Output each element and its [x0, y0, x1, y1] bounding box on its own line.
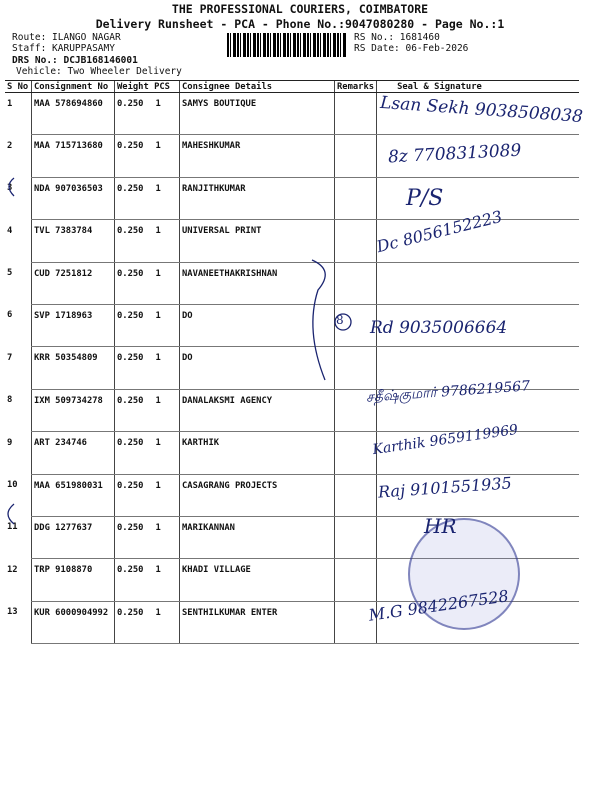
rs-number: RS No.: 1681460: [354, 32, 440, 43]
sno: 11: [7, 522, 18, 533]
weight-pcs: [115, 177, 180, 219]
signature-9: Karthik 9659119969: [371, 421, 520, 459]
consignment-no: TRP 9108870: [32, 559, 115, 601]
consignment-no: IXM 509734278: [32, 389, 115, 431]
pcs: 1: [155, 310, 161, 321]
pcs: 1: [155, 141, 161, 152]
weight-pcs: [115, 559, 180, 601]
weight-pcs: [115, 135, 180, 177]
pcs: 1: [155, 226, 161, 237]
signature-1: Lsan Sekh 9038508038: [379, 92, 584, 128]
pcs: 1: [155, 353, 161, 364]
col-consignee: Consignee Details: [180, 81, 335, 93]
consignee: MAHESHKUMAR: [180, 135, 335, 177]
weight-pcs: [115, 347, 180, 389]
weight-pcs: [115, 601, 180, 643]
weight: 0.250: [117, 565, 144, 576]
pcs: 1: [155, 438, 161, 449]
signature-2: 8z 7708313089: [387, 140, 522, 168]
col-remarks: Remarks: [335, 81, 377, 93]
weight-pcs: [115, 474, 180, 516]
consignment-no: KRR 50354809: [32, 347, 115, 389]
consignment-no: MAA 715713680: [32, 135, 115, 177]
vehicle: Vehicle: Two Wheeler Delivery: [16, 66, 182, 77]
sno: 8: [7, 395, 13, 406]
weight: 0.250: [117, 395, 144, 406]
sno: 12: [7, 564, 18, 575]
remarks-cell: [335, 262, 377, 304]
consignment-no: SVP 1718963: [32, 304, 115, 346]
signature-8: சதீஷ்குமார் 9786219567: [365, 378, 531, 406]
col-weight-pcs: [115, 81, 180, 93]
sno: 6: [7, 310, 13, 321]
consignee: KARTHIK: [180, 432, 335, 474]
consignment-no: DDG 1277637: [32, 516, 115, 558]
weight-pcs: [115, 432, 180, 474]
consignment-no: ART 234746: [32, 432, 115, 474]
consignment-no: CUD 7251812: [32, 262, 115, 304]
consignment-no: MAA 651980031: [32, 474, 115, 516]
sno: 2: [7, 140, 13, 151]
remark-mark: 8: [336, 313, 344, 327]
weight: 0.250: [117, 183, 144, 194]
weight: 0.250: [117, 141, 144, 152]
consignment-no: NDA 907036503: [32, 177, 115, 219]
weight: 0.250: [117, 99, 144, 109]
signature-13: M.G 9842267528: [367, 586, 510, 625]
pcs: 1: [155, 522, 161, 533]
signature-4: Dc 8056152223: [374, 206, 505, 257]
consignment-no: MAA 578694860: [32, 93, 115, 135]
company-title: THE PROFESSIONAL COURIERS, COIMBATORE: [171, 2, 429, 16]
pcs: 1: [155, 268, 161, 279]
sno: 10: [7, 480, 18, 491]
col-pcs: PCS: [154, 81, 170, 92]
pcs: 1: [155, 395, 161, 406]
remarks-cell: [335, 135, 377, 177]
signature-6-7: Rd 9035006664: [370, 318, 508, 338]
weight: 0.250: [117, 226, 144, 237]
table-row: [5, 262, 579, 304]
pcs: 1: [155, 480, 161, 491]
sno: 7: [7, 352, 13, 363]
sno: 4: [7, 225, 13, 236]
weight-pcs: [115, 262, 180, 304]
consignee: DO: [180, 304, 335, 346]
pcs: 1: [155, 99, 161, 109]
weight: 0.250: [117, 480, 144, 491]
col-seal-signature: Seal & Signature: [377, 81, 579, 93]
pcs: 1: [155, 565, 161, 576]
consignee: UNIVERSAL PRINT: [180, 220, 335, 262]
sno: 13: [7, 607, 18, 618]
weight-pcs: [115, 304, 180, 346]
sno: 9: [7, 437, 13, 448]
weight: 0.250: [117, 268, 144, 279]
consignment-no: TVL 7383784: [32, 220, 115, 262]
weight: 0.250: [117, 353, 144, 364]
weight-pcs: [115, 220, 180, 262]
consignee: KHADI VILLAGE: [180, 559, 335, 601]
rs-date: RS Date: 06-Feb-2026: [354, 43, 469, 54]
consignee: NAVANEETHAKRISHNAN: [180, 262, 335, 304]
signature-10: Raj 9101551935: [377, 473, 513, 502]
remarks-cell: [335, 474, 377, 516]
remarks-cell: [335, 559, 377, 601]
barcode: [227, 33, 347, 57]
weight-pcs: [115, 516, 180, 558]
staff: Staff: KARUPPASAMY: [12, 43, 115, 54]
col-sno: S No: [5, 81, 32, 93]
table-header-row: [5, 81, 579, 93]
consignee: CASAGRANG PROJECTS: [180, 474, 335, 516]
weight: 0.250: [117, 522, 144, 533]
weight: 0.250: [117, 438, 144, 449]
remarks-cell: [335, 347, 377, 389]
consignee: RANJITHKUMAR: [180, 177, 335, 219]
pcs: 1: [155, 183, 161, 194]
remarks-cell: [335, 177, 377, 219]
drs-number: DRS No.: DCJB168146001: [12, 55, 138, 66]
weight-pcs: [115, 93, 180, 135]
col-consignment: Consignment No: [32, 81, 115, 93]
weight: 0.250: [117, 310, 144, 321]
consignee: MARIKANNAN: [180, 516, 335, 558]
remarks-cell: [335, 220, 377, 262]
remarks-cell: [335, 93, 377, 135]
route: Route: ILANGO NAGAR: [12, 32, 121, 43]
col-weight: Weight: [117, 81, 149, 92]
weight: 0.250: [117, 607, 144, 618]
sno: 5: [7, 268, 13, 279]
weight-pcs: [115, 389, 180, 431]
runsheet-subtitle: Delivery Runsheet - PCA - Phone No.:9047080280 - Page No.:1: [95, 17, 505, 31]
consignee: DANALAKSMI AGENCY: [180, 389, 335, 431]
signature-3: P/S: [406, 186, 444, 211]
remarks-cell: [335, 432, 377, 474]
signature-12: HR: [424, 514, 457, 538]
pcs: 1: [155, 607, 161, 618]
sno: 1: [7, 99, 13, 109]
signature-cell: [377, 262, 579, 304]
consignment-no: KUR 6000904992: [32, 601, 115, 643]
consignee: DO: [180, 347, 335, 389]
remarks-cell: [335, 516, 377, 558]
consignee: SAMYS BOUTIQUE: [180, 93, 335, 135]
sno: 3: [7, 183, 13, 194]
consignee: SENTHILKUMAR ENTER: [180, 601, 335, 643]
